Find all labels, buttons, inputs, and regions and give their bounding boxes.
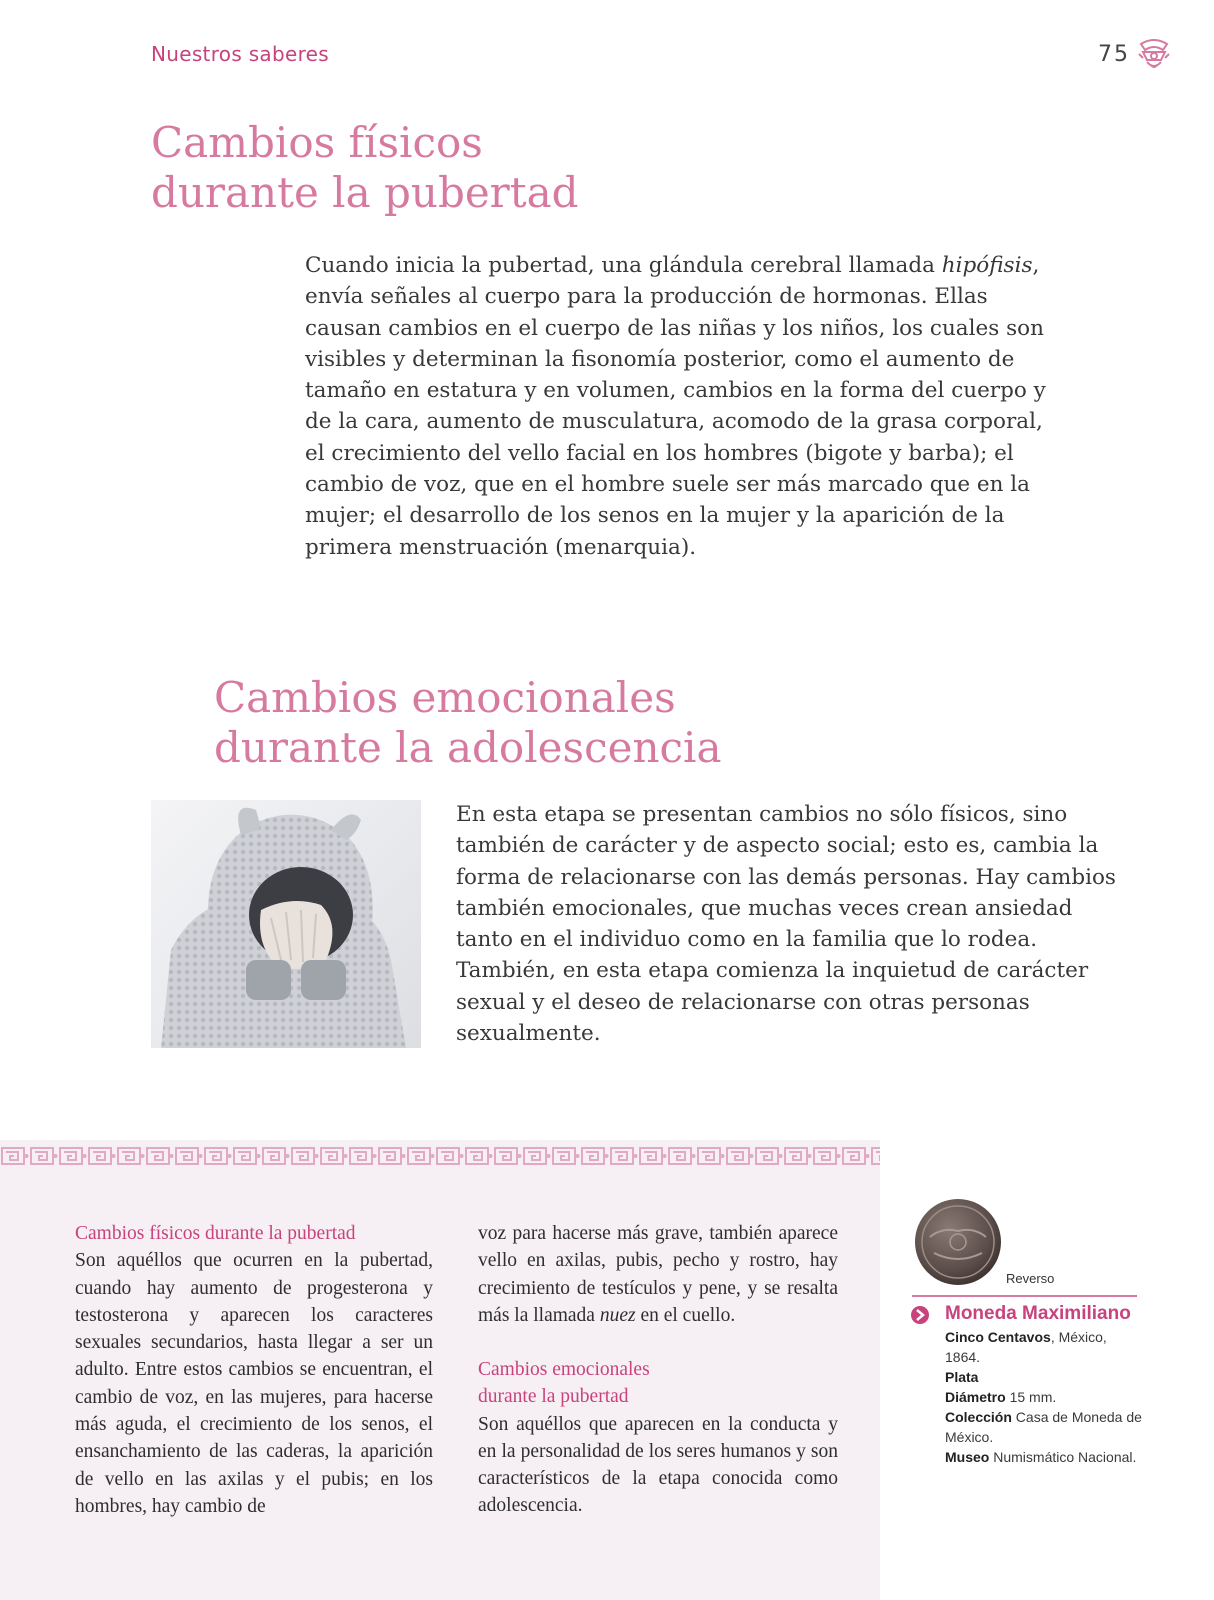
title-line: Cambios emocionales [214, 673, 676, 722]
glossary-term: durante la pubertad [478, 1386, 629, 1408]
glossary-term: Cambios emocionales [478, 1359, 650, 1380]
detail-value: 15 mm. [1005, 1389, 1057, 1405]
glossary-entry-physical-continued [478, 1220, 838, 1329]
detail-label: Colección [945, 1409, 1012, 1425]
italic-term: hipófisis [941, 253, 1033, 278]
glossary-entry-physical [75, 1220, 433, 1520]
glossary-definition: Son aquéllos que aparecen en la conducta y en la personalidad de los seres humanos y son característicos de la etapa conocida como adolescencia. [478, 1413, 838, 1517]
detail-value: , México, 1864. [945, 1329, 1107, 1365]
detail-value: Casa de Moneda de México. [945, 1409, 1142, 1445]
italic-term: nuez [599, 1304, 636, 1326]
physical-changes-paragraph [305, 250, 1065, 563]
decorative-border [0, 1144, 880, 1168]
detail-label: Cinco Centavos [945, 1329, 1051, 1345]
section-title-emotional-changes [214, 673, 722, 773]
chevron-circle-right-icon [910, 1305, 930, 1325]
hooded-girl-photo [151, 800, 421, 1048]
glossary-definition: voz para hacerse más grave, también aparece vello en axilas, pubis, pecho y rostro, hay crecimiento de testículos y pene, y se resalta más la llamada [478, 1223, 838, 1326]
emotional-changes-paragraph: En esta etapa se presentan cambios no sólo físicos, sino también de carácter y de aspecto social; esto es, cambia la forma de relacionarse con las demás personas. Hay cambios también emocionales, que muchas veces crean ansiedad tanto en el individuo como en la familia que lo rodea. También, en esta etapa comienza la inquietud de carácter sexual y el deseo de relacionarse con otras personas sexualmente. [456, 802, 1116, 1047]
coin-name: Moneda Maximiliano [945, 1303, 1131, 1324]
hooded-girl-illustration [151, 800, 421, 1048]
detail-label: Plata [945, 1369, 979, 1385]
title-line: durante la adolescencia [214, 723, 722, 772]
glossary-entry-emotional [478, 1356, 838, 1520]
detail-label: Museo [945, 1449, 990, 1465]
coin-caption: Reverso [1006, 1271, 1055, 1286]
divider [912, 1295, 1137, 1297]
title-line: Cambios físicos [151, 118, 483, 167]
detail-label: Diámetro [945, 1389, 1006, 1405]
section-header: Nuestros saberes [151, 42, 329, 66]
paragraph-text: , envía señales al cuerpo para la producción de hormonas. Ellas causan cambios en el cuerpo de las niñas y los niños, los cuales son visibles y determinan la fisonomía posterior, como el aumento de tamaño en estatura y en volumen, cambios en la forma del cuerpo y de la cara, aumento de musculatura, acomodo de la grasa corporal, el crecimiento del vello facial en los hombres (bigote y barba); el cambio de voz, que en el hombre suele ser más marcado que en la mujer; el desarrollo de los senos en la mujer y la aparición de la primera menstruación (menarquia). [305, 253, 1046, 560]
aztec-ornament-icon [1137, 38, 1171, 74]
detail-value: Numismático Nacional. [989, 1449, 1137, 1465]
section-title-physical-changes [151, 118, 579, 218]
glossary-definition: Son aquéllos que ocurren en la pubertad, cuando hay aumento de progesterona y testosterona y aparecen los caracteres sexuales secundarios, hasta llegar a ser un adulto. Entre estos cambios se encuentran, el cambio de voz, en las mujeres, para hacerse más aguda, el crecimiento de los senos, el ensanchamiento de las caderas, la aparición de vello en las axilas y el pubis; en los hombres, hay cambio de [75, 1250, 433, 1517]
glossary-definition: en el cuello. [635, 1304, 736, 1326]
paragraph-text: Cuando inicia la pubertad, una glándula cerebral llamada [305, 253, 942, 278]
coin-image [912, 1197, 1004, 1287]
page-number: 75 [1098, 42, 1130, 67]
coin-details [945, 1327, 1145, 1467]
glossary-term: Cambios físicos durante la pubertad [75, 1223, 356, 1244]
title-line: durante la pubertad [151, 168, 579, 217]
